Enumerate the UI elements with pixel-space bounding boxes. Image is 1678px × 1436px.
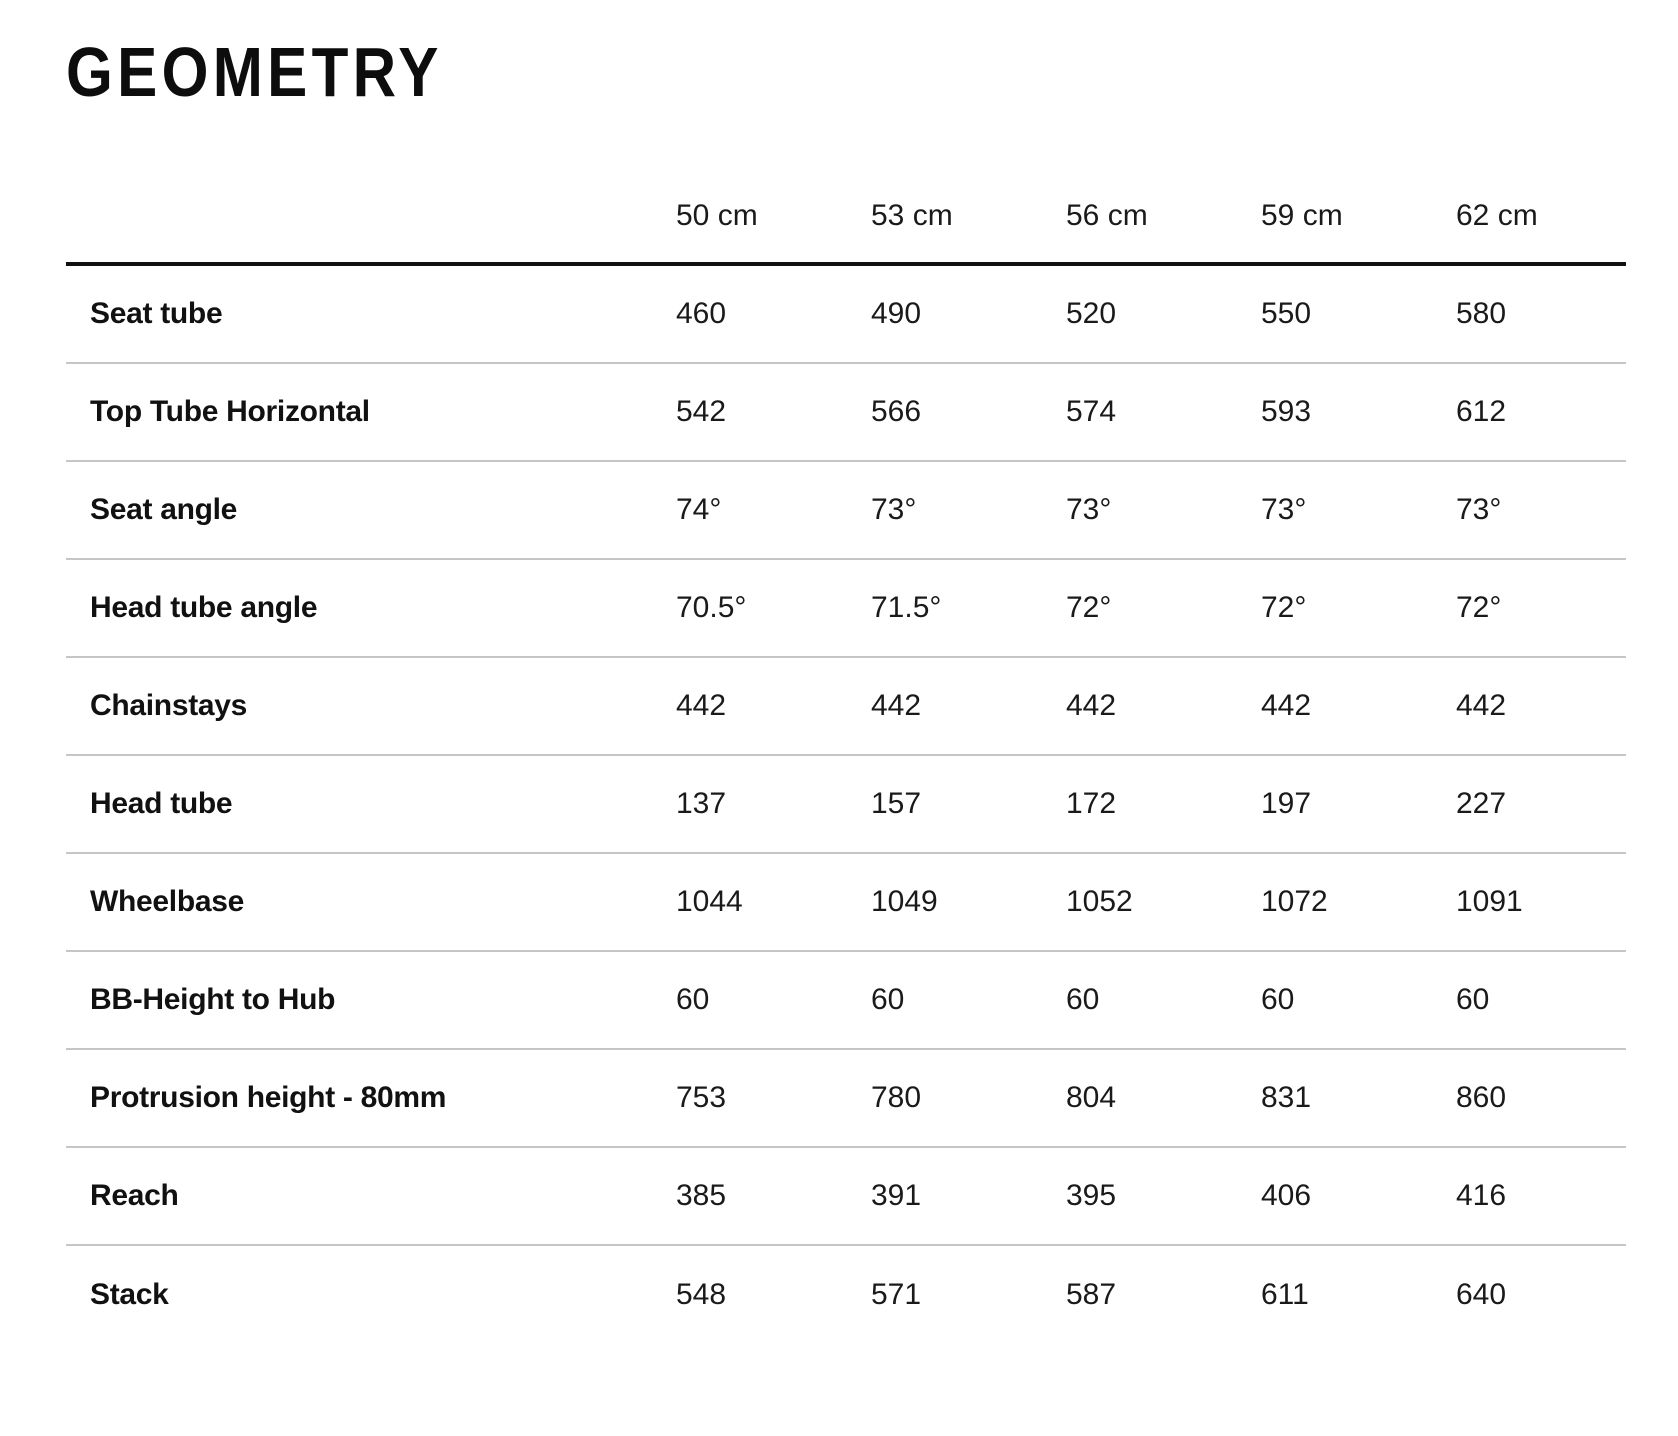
table-cell: 60 — [871, 983, 905, 1016]
table-cell: 227 — [1456, 787, 1507, 820]
table-cell: 157 — [871, 787, 922, 820]
table-cell: 1044 — [676, 885, 743, 918]
row-label: Seat tube — [90, 297, 223, 330]
table-cell: 73° — [1066, 493, 1112, 526]
row-label: Seat angle — [90, 493, 238, 526]
table-cell: 60 — [676, 983, 710, 1016]
table-cell: 442 — [871, 689, 922, 722]
table-cell: 574 — [1066, 395, 1117, 428]
table-cell: 72° — [1261, 591, 1307, 624]
row-label: Protrusion height - 80mm — [90, 1081, 447, 1114]
table-cell: 566 — [871, 395, 922, 428]
table-cell: 74° — [676, 493, 722, 526]
size-header-50: 50 cm — [676, 199, 758, 232]
table-cell: 406 — [1261, 1179, 1312, 1212]
table-cell: 442 — [1456, 689, 1507, 722]
row-label: Chainstays — [90, 689, 248, 722]
table-cell: 197 — [1261, 787, 1312, 820]
table-row — [66, 952, 1626, 1050]
table-cell: 137 — [676, 787, 727, 820]
table-row — [66, 756, 1626, 854]
size-header-59: 59 cm — [1261, 199, 1343, 232]
table-cell: 60 — [1066, 983, 1100, 1016]
table-cell: 1049 — [871, 885, 938, 918]
table-cell: 593 — [1261, 395, 1312, 428]
table-cell: 172 — [1066, 787, 1117, 820]
table-cell: 1052 — [1066, 885, 1133, 918]
table-cell: 442 — [1066, 689, 1117, 722]
table-cell: 640 — [1456, 1278, 1507, 1311]
table-cell: 780 — [871, 1081, 922, 1114]
table-row — [66, 1148, 1626, 1246]
row-label: Stack — [90, 1278, 169, 1311]
table-cell: 73° — [1261, 493, 1307, 526]
table-row — [66, 462, 1626, 560]
table-cell: 442 — [1261, 689, 1312, 722]
table-cell: 73° — [1456, 493, 1502, 526]
table-header-row — [66, 166, 1626, 266]
row-label: Top Tube Horizontal — [90, 395, 370, 428]
table-row — [66, 1050, 1626, 1148]
row-label: Head tube — [90, 787, 233, 820]
table-cell: 391 — [871, 1179, 922, 1212]
table-cell: 460 — [676, 297, 727, 330]
table-cell: 804 — [1066, 1081, 1117, 1114]
table-cell: 550 — [1261, 297, 1312, 330]
table-cell: 571 — [871, 1278, 922, 1311]
table-cell: 580 — [1456, 297, 1507, 330]
table-cell: 416 — [1456, 1179, 1507, 1212]
table-cell: 442 — [676, 689, 727, 722]
row-label: BB-Height to Hub — [90, 983, 336, 1016]
row-label: Reach — [90, 1179, 179, 1212]
table-cell: 1072 — [1261, 885, 1328, 918]
table-cell: 395 — [1066, 1179, 1117, 1212]
table-cell: 831 — [1261, 1081, 1312, 1114]
table-row — [66, 1246, 1626, 1344]
row-label: Head tube angle — [90, 591, 318, 624]
table-cell: 73° — [871, 493, 917, 526]
table-cell: 71.5° — [871, 591, 942, 624]
table-cell: 60 — [1456, 983, 1490, 1016]
table-cell: 612 — [1456, 395, 1507, 428]
table-cell: 860 — [1456, 1081, 1507, 1114]
table-cell: 520 — [1066, 297, 1117, 330]
table-row — [66, 560, 1626, 658]
table-cell: 753 — [676, 1081, 727, 1114]
size-header-62: 62 cm — [1456, 199, 1538, 232]
table-cell: 587 — [1066, 1278, 1117, 1311]
page-title: GEOMETRY — [66, 33, 443, 111]
size-header-56: 56 cm — [1066, 199, 1148, 232]
row-label: Wheelbase — [90, 885, 245, 918]
geometry-table — [66, 166, 1626, 1344]
table-cell: 490 — [871, 297, 922, 330]
table-row — [66, 658, 1626, 756]
table-cell: 548 — [676, 1278, 727, 1311]
size-header-53: 53 cm — [871, 199, 953, 232]
table-row — [66, 854, 1626, 952]
table-row — [66, 266, 1626, 364]
table-cell: 72° — [1066, 591, 1112, 624]
table-cell: 385 — [676, 1179, 727, 1212]
table-cell: 611 — [1261, 1278, 1309, 1311]
table-cell: 1091 — [1456, 885, 1523, 918]
table-cell: 70.5° — [676, 591, 747, 624]
table-cell: 542 — [676, 395, 727, 428]
table-cell: 60 — [1261, 983, 1295, 1016]
table-row — [66, 364, 1626, 462]
table-cell: 72° — [1456, 591, 1502, 624]
